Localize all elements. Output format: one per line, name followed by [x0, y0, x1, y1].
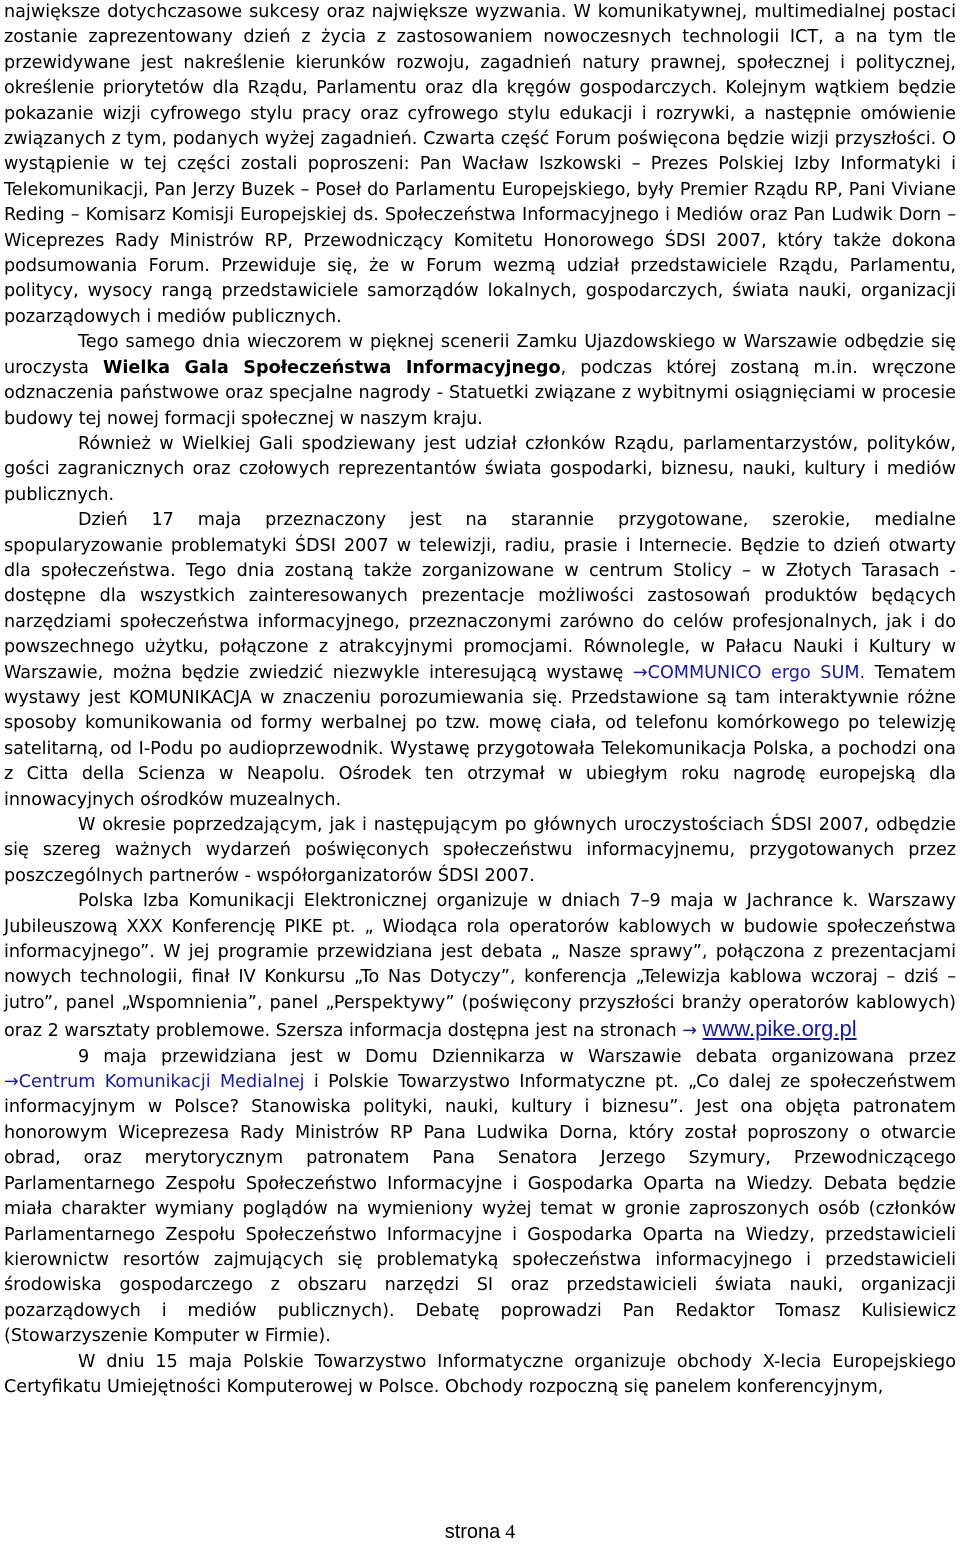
- gala-title: Wielka Gala Społeczeństwa Informacyjnego: [102, 357, 561, 378]
- paragraph-text: i Polskie Towarzystwo Informatyczne pt. „Co dalej ze społeczeństwem informacyjnym w Polsce? Stanowiska polityki, nauki, kultury i biznesu”. Jest ona objęta patronatem honorowym Wiceprezesa Rady Ministrów RP Pana Ludwika Dorna, który został poproszony o otwarcie obrad, oraz merytorycznym patronatem Pana Senatora Jerzego Szymury, Przewodniczącego Parlamentarnego Zespołu Społeczeństwo Informacyjne i Gospodarka Oparta na Wiedzy. Debata będzie miała charakter wymiany poglądów na wymieniony wyżej temat w gronie zaproszonych osób (członków Parlamentarnego Zespołu Społeczeństwo Informacyjne i Gospodarka Oparta na Wiedzy, przedstawicieli kierownictw resortów zajmujących się problematyką społeczeństwa informacyjnego i przedstawicieli środowiska gospodarczego z obszaru narzędzi SI oraz przedstawicieli świata nauki, organizacji pozarządowych i mediów publicznych). Debatę poprowadzi Pan Redaktor Tomasz Kulisiewicz (Stowarzyszenie Komputer w Firmie).: [4, 1072, 956, 1347]
- document-page: [4, 0, 956, 1400]
- paragraph-text: , podczas której zostaną m.in. wręczone odznaczenia państwowe oraz specjalne nagrody - Statuetki związane z wybitnymi osiągnięciami w procesie budowy tej nowej formacji społecznej w naszym kraju.: [4, 357, 956, 429]
- paragraph-gala: [4, 330, 956, 432]
- page-footer: [0, 1521, 960, 1544]
- paragraph-related-events: [4, 813, 956, 889]
- ckm-link[interactable]: Centrum Komunikacji Medialnej: [18, 1072, 305, 1093]
- paragraph-text: Również w Wielkiej Gali spodziewany jest udział członków Rządu, parlamentarzystów, polityków, gości zagranicznych oraz czołowych reprezentantów świata gospodarki, biznesu, nauki, kultury i mediów publicznych.: [4, 433, 956, 505]
- pike-link[interactable]: www.pike.org.pl: [702, 1016, 857, 1042]
- paragraph-may-15: [4, 1350, 956, 1401]
- paragraph-text: Tego samego dnia wieczorem w pięknej scenerii Zamku Ujazdowskiego w Warszawie odbędzie się uroczysta: [4, 332, 956, 378]
- paragraph-text: Dzień 17 maja przeznaczony jest na starannie przygotowane, szerokie, medialne spopularyzowanie problematyki ŚDSI 2007 w telewizji, radiu, prasie i Internecie. Będzie to dzień otwarty dla społeczeństwa. Tego dnia zostaną także zorganizowane w centrum Stolicy – w Złotych Tarasach - dostępne dla wszystkich zainteresowanych prezentacje możliwości zastosowań produktów będących narzędziami społeczeństwa informacyjnego, przeznaczonymi zarówno do celów profesjonalnych, jak i do powszechnego użytku, połączone z atrakcyjnymi promocjami. Równolegle, w Pałacu Nauki i Kultury w Warszawie, można będzie zwiedzić niezwykle interesującą wystawę: [4, 510, 956, 683]
- page-number: 4: [505, 1521, 516, 1543]
- paragraph-text: W dniu 15 maja Polskie Towarzystwo Informatyczne organizuje obchody X-lecia Europejskiego Certyfikatu Umiejętności Komputerowej w Polsce. Obchody rozpoczną się panelem konferencyjnym,: [4, 1351, 956, 1397]
- paragraph-text: Polska Izba Komunikacji Elektronicznej organizuje w dniach 7–9 maja w Jachrance k. Warszawy Jubileuszową XXX Konferencję PIKE pt. „ Wiodąca rola operatorów kablowych w budowie społeczeństwa informacyjnego”. W jej programie przewidziana jest debata „ Nasze sprawy”, połączona z prezentacjami nowych technologii, finał IV Konkursu „To Nas Dotyczy”, konferencja „Telewizja kablowa wczoraj – dziś – jutro”, panel „Wspomnienia”, panel „Perspektywy” (poświęcony przyszłości branży operatorów kablowych) oraz 2 warsztaty problemowe. Szersza informacja dostępna jest na stronach: [4, 891, 956, 1042]
- paragraph-text: 9 maja przewidziana jest w Domu Dziennikarza w Warszawie debata organizowana przez: [78, 1046, 956, 1067]
- communico-link[interactable]: COMMUNICO ergo SUM.: [647, 662, 866, 683]
- paragraph-text: W okresie poprzedzającym, jak i następującym po głównych uroczystościach ŚDSI 2007, odbędzie się szereg ważnych wydarzeń poświęconych społeczeństwu informacyjnemu, przygotowanych przez poszczególnych partnerów - współorganizatorów ŚDSI 2007.: [4, 815, 956, 886]
- arrow-icon: →: [632, 662, 648, 683]
- arrow-icon: →: [682, 1021, 697, 1042]
- arrow-icon: →: [4, 1072, 19, 1093]
- paragraph-text: największe dotychczasowe sukcesy oraz największe wyzwania. W komunikatywnej, multimedialnej postaci zostanie zaprezentowany dzień z życia z zastosowaniem nowoczesnych technologii ICT, a na tym tle przewidywane jest nakreślenie kierunków rozwoju, zagadnień natury prawnej, społecznej i politycznej, określenie priorytetów dla Rządu, Parlamentu oraz dla kręgów gospodarczych. Kolejnym wątkiem będzie pokazanie wizji cyfrowego stylu pracy oraz cyfrowego stylu edukacji i rozrywki, a następnie omówienie związanych z tym, podanych wyżej zagadnień. Czwarta część Forum poświęcona będzie wizji przyszłości. O wystąpienie w tej części zostali poproszeni: Pan Wacław Iszkowski – Prezes Polskiej Izby Informatyki i Telekomunikacji, Pan Jerzy Buzek – Poseł do Parlamentu Europejskiego, były Premier Rządu RP, Pani Viviane Reding – Komisarz Komisji Europejskiej ds. Społeczeństwa Informacyjnego i Mediów oraz Pan Ludwik Dorn – Wiceprezes Rady Ministrów RP, Przewodniczący Komitetu Honorowego ŚDSI 2007, który także dokona podsumowania Forum. Przewiduje się, że w Forum wezmą udział przedstawiciele Rządu, Parlamentu, politycy, wysocy rangą przedstawiciele samorządów lokalnych, gospodarczych, świata nauki, organizacji pozarządowych i mediów publicznych.: [4, 2, 956, 327]
- paragraph-may-9: [4, 1045, 956, 1350]
- paragraph-may-17: [4, 508, 956, 813]
- paragraph-gala-guests: [4, 432, 956, 508]
- paragraph-forum-program: [4, 0, 956, 330]
- page-label: strona: [444, 1521, 501, 1543]
- paragraph-text: Tematem wystawy jest KOMUNIKACJA w znaczeniu porozumiewania się. Przedstawione są tam interaktywnie różne sposoby komunikowania od formy werbalnej po tzw. mowę ciała, od telefonu komórkowego po telewizję satelitarną, od I-Podu po audioprzewodnik. Wystawę przygotowała Telekomunikacja Polska, a pochodzi ona z Citta della Scienza w Neapolu. Ośrodek ten otrzymał w ubiegłym roku nagrodę europejską dla innowacyjnych ośrodków muzealnych.: [4, 662, 956, 810]
- paragraph-pike: [4, 889, 956, 1044]
